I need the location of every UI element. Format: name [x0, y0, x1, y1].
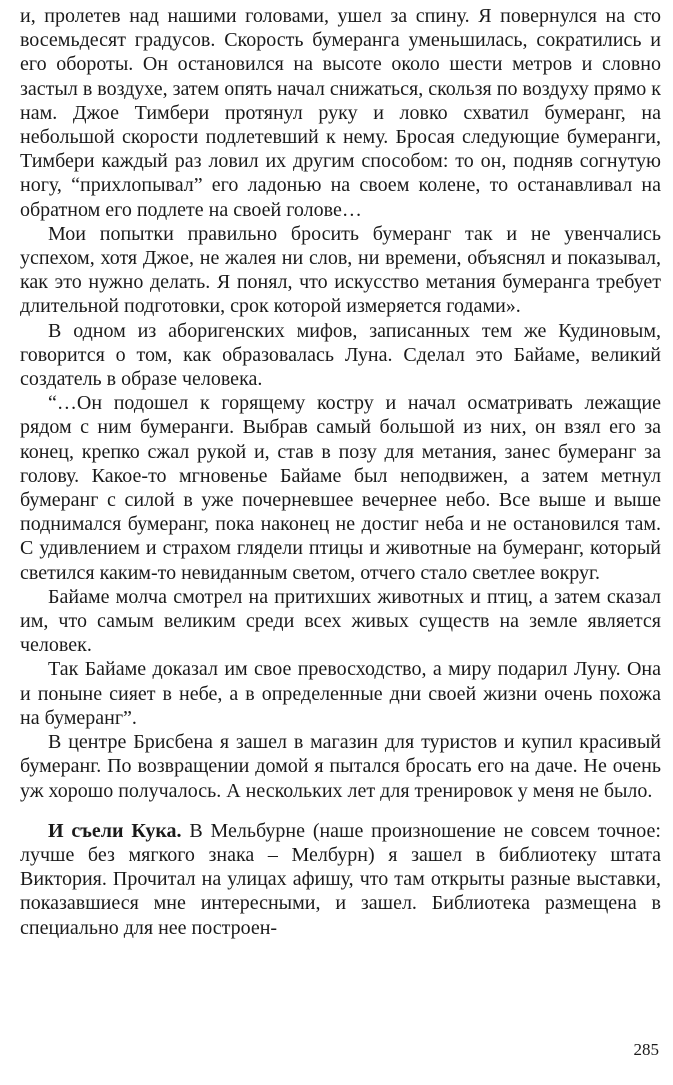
page-body — [20, 4, 661, 940]
section-text: В Мельбурне (наше произношение не совсем точное: лучше без мягкого знака – Мелбурн) я зашел в библиотеку штата Виктория. Прочитал на улицах афишу, что там открыты разные выставки, показавшиеся мне интересными, и зашел. Библиотека размещена в специально для нее построен- — [20, 819, 661, 939]
section-heading: И съели Кука. — [48, 819, 182, 842]
paragraph-4: “…Он подошел к горящему костру и начал осматривать лежащие рядом с ним бумеранги. Выбрав самый большой из них, он взял его за конец, крепко сжал рукой и, став в позу для метания, занес бумеранг за голову. Какое-то мгновенье Байаме был неподвижен, а затем метнул бумеранг с силой в уже почерневшее вечернее небо. Все выше и выше поднимался бумеранг, пока наконец не достиг неба и не остановился там. С удивлением и страхом глядели птицы и животные на бумеранг, который светился каким-то невиданным светом, отчего стало светлее вокруг. — [20, 392, 661, 584]
paragraph-7: В центре Брисбена я зашел в магазин для туристов и купил красивый бумеранг. По возвращении домой я пытался бросать его на даче. Не очень уж хорошо получалось. А нескольких лет для тренировок у меня не было. — [20, 731, 661, 802]
page-number: 285 — [633, 1040, 659, 1059]
paragraph-1: и, пролетев над нашими головами, ушел за спину. Я повернулся на сто восемьдесят градусов. Скорость бумеранга уменьшилась, сократились и его обороты. Он остановился на высоте около шести метров и словно застыл в воздухе, затем опять начал снижаться, скользя по воздуху прямо к нам. Джое Тимбери протянул руку и ловко схватил бумеранг, на небольшой скорости подлетевший к нему. Бросая следующие бумеранги, Тимбери каждый раз ловил их другим способом: то он, подняв согнутую ногу, “прихлопывал” его ладонью на своем колене, то останавливал на обратном его подлете на своей голове… — [20, 5, 661, 221]
paragraph-6: Так Байаме доказал им свое превосходство, а миру подарил Луну. Она и поныне сияет в небе, а в определенные дни своей жизни очень похожа на бумеранг”. — [20, 658, 661, 729]
section-paragraph — [20, 819, 661, 940]
paragraph-2: Мои попытки правильно бросить бумеранг так и не увенчались успехом, хотя Джое, не жалея ни слов, ни времени, объяснял и показывал, как это нужно делать. Я понял, что искусство метания бумеранга требует длительной подготовки, срок которой измеряется годами». — [20, 222, 661, 318]
paragraph-3: В одном из аборигенских мифов, записанных тем же Кудиновым, говорится о том, как образовалась Луна. Сделал это Байаме, великий создатель в образе человека. — [20, 319, 661, 391]
paragraph-5: Байаме молча смотрел на притихших животных и птиц, а затем сказал им, что самым великим среди всех живых существ на земле является человек. — [20, 585, 661, 657]
